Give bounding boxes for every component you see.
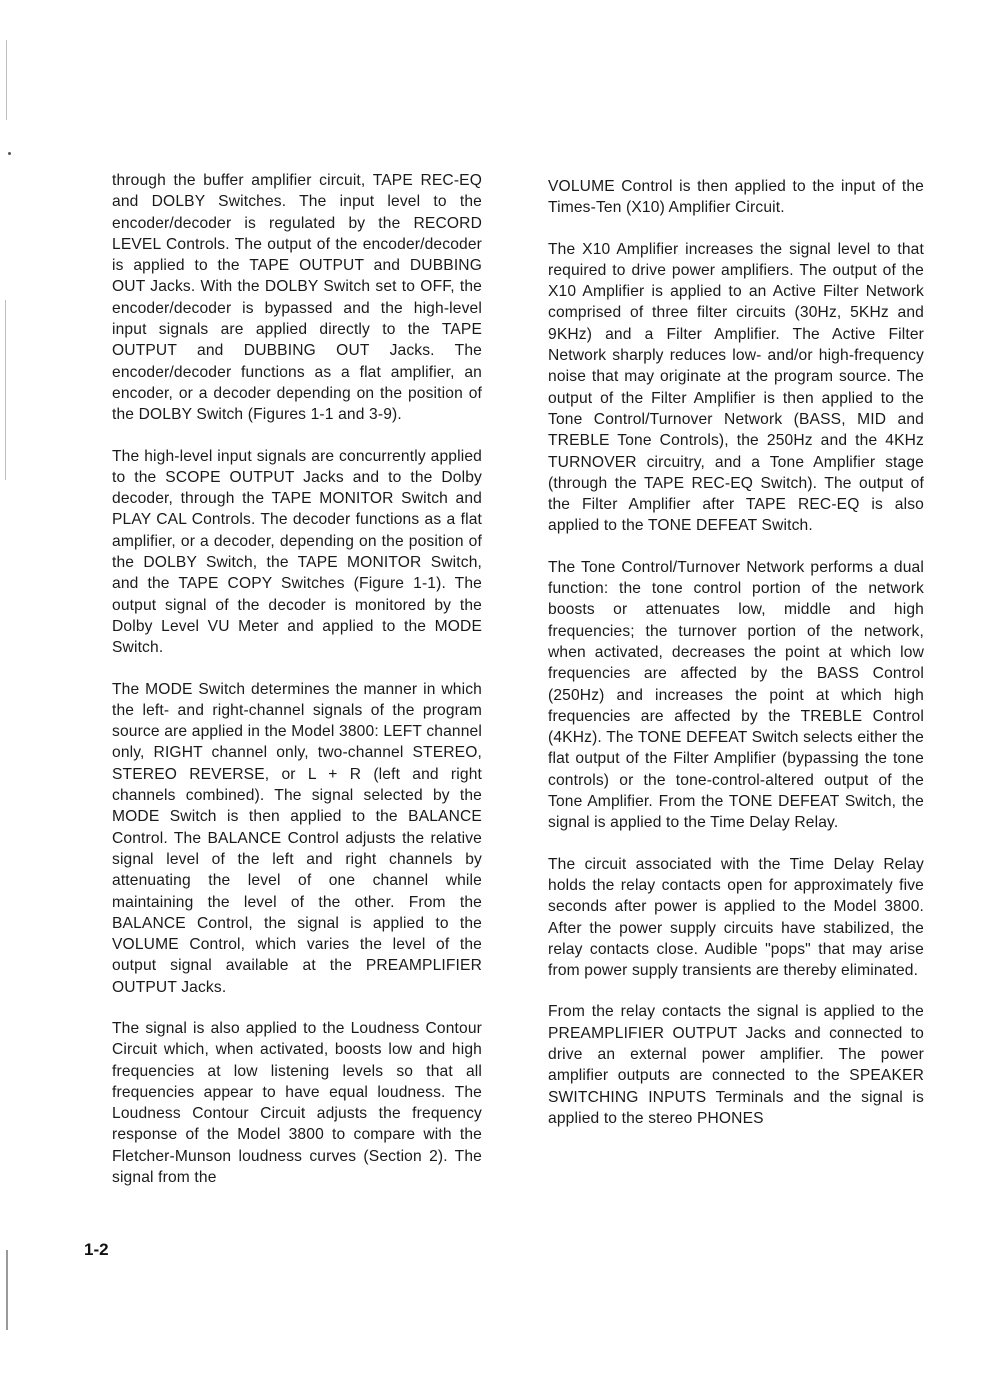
paragraph: The signal is also applied to the Loudness Contour Circuit which, when activated, boosts low and high frequencies at low listening levels so that all frequencies appear to have equal loudness. The Loudness Contour Circuit adjusts the frequency response of the Model 3800 to compare with the Fletcher-Munson loudness curves (Section 2). The signal from the — [112, 1019, 482, 1187]
scan-edge-mark — [5, 300, 6, 480]
paragraph: through the buffer amplifier circuit, TAPE REC-EQ and DOLBY Switches. The input level to the encoder/decoder is regulated by the RECORD LEVEL Controls. The output of the encoder/decoder is applied to the TAPE OUTPUT and DUBBING OUT Jacks. With the DOLBY Switch set to OFF, the encoder/decoder is bypassed and the high-level input signals are applied directly to the TAPE OUTPUT and DUBBING OUT Jacks. The encoder/decoder functions as a flat amplifier, an encoder, or a decoder depending on the position of the DOLBY Switch (Figures 1-1 and 3-9). — [112, 172, 482, 424]
scan-edge-mark — [6, 1250, 8, 1330]
paragraph: The MODE Switch determines the manner in which the left- and right-channel signals of the program source are applied in the Model 3800: LEFT channel only, RIGHT channel only, two-channel STEREO, STEREO REVERSE, or L + R (left and right channels combined). The signal selected by the MODE Switch is then applied to the BALANCE Control. The BALANCE Control adjusts the relative signal level of the left and right channels by attenuating the level of one channel while maintaining the level of the other. From the BALANCE Control, the signal is applied to the VOLUME Control, which varies the level of the output signal available at the PREAMPLIFIER OUTPUT Jacks. — [112, 680, 482, 996]
paragraph: The Tone Control/Turnover Network performs a dual function: the tone control portion of the network boosts or attenuates low, middle and high frequencies; the turnover portion of the network, when activated, decreases the point at which low frequencies are affected by the BASS Control (250Hz) and increases the point at which high frequencies are affected by the TREBLE Control (4KHz). The TONE DEFEAT Switch selects either the flat output of the Filter Amplifier (bypassing the tone controls) or the tone-control-altered output of the Tone Amplifier. From the TONE DEFEAT Switch, the signal is applied to the Time Delay Relay. — [548, 558, 924, 832]
paragraph: From the relay contacts the signal is applied to the PREAMPLIFIER OUTPUT Jacks and connected to drive an external power amplifier. The power amplifier outputs are connected to the SPEAKER SWITCHING INPUTS Terminals and the signal is applied to the stereo PHONES — [548, 1003, 924, 1127]
paragraph: The circuit associated with the Time Delay Relay holds the relay contacts open for approximately five seconds after power is applied to the Model 3800. After the power supply circuits have stabilized, the relay contacts close. Audible "pops" that may arise from power supply transients are thereby eliminated. — [548, 855, 924, 980]
right-column — [548, 170, 924, 1149]
left-column — [112, 170, 482, 1208]
paragraph: The high-level input signals are concurrently applied to the SCOPE OUTPUT Jacks and to the Dolby decoder, through the TAPE MONITOR Switch and PLAY CAL Controls. The decoder functions as a flat amplifier, or a decoder, depending on the position of the DOLBY Switch, the TAPE MONITOR Switch, and the TAPE COPY Switches (Figure 1-1). The output signal of the decoder is monitored by the Dolby Level VU Meter and applied to the MODE Switch. — [112, 447, 482, 657]
page-number: 1-2 — [84, 1240, 109, 1259]
scan-edge-mark — [6, 40, 7, 120]
scan-dot — [8, 152, 11, 155]
paragraph: The X10 Amplifier increases the signal level to that required to drive power amplifiers. The output of the X10 Amplifier is applied to an Active Filter Network comprised of three filter circuits (30Hz, 5KHz and 9KHz) and a Filter Amplifier. The Active Filter Network sharply reduces low- and/or high-frequency noise that may originate at the program source. The output of the Filter Amplifier is then applied to the Tone Control/Turnover Network (BASS, MID and TREBLE Tone Controls), the 250Hz and the 4KHz TURNOVER circuitry, and a Tone Amplifier stage (through the TAPE REC-EQ Switch). The output of the Filter Amplifier after TAPE REC-EQ is also applied to the TONE DEFEAT Switch. — [548, 240, 924, 535]
paragraph: VOLUME Control is then applied to the input of the Times-Ten (X10) Amplifier Circuit. — [548, 178, 924, 217]
